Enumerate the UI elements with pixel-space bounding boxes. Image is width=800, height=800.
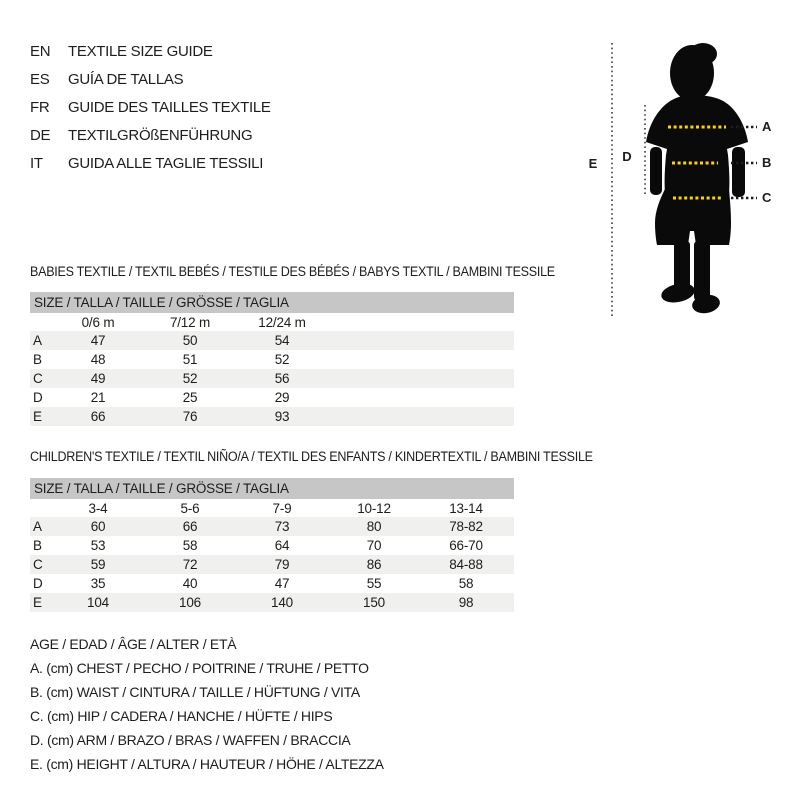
table-row xyxy=(30,350,514,369)
size-header-label: SIZE / TALLA / TAILLE / GRÖSSE / TAGLIA xyxy=(30,292,514,313)
silhouette-left-shoe xyxy=(660,281,697,306)
table-row xyxy=(30,574,514,593)
table-cell: 76 xyxy=(182,409,198,424)
table-cell: 140 xyxy=(271,595,293,610)
language-row-fr xyxy=(30,94,271,122)
row-label: A xyxy=(33,519,42,534)
column-header: 10-12 xyxy=(357,500,391,516)
empty-cell xyxy=(512,499,514,517)
language-row-de xyxy=(30,122,271,150)
table-cell: 84-88 xyxy=(449,557,483,572)
table-cell: 52 xyxy=(182,371,198,386)
table-cell: 25 xyxy=(182,390,198,405)
table-cell: 150 xyxy=(363,595,385,610)
language-code: DE xyxy=(30,127,51,144)
legend-hip-line: C. (cm) HIP / CADERA / HANCHE / HÜFTE / HIPS xyxy=(30,708,333,724)
table-cell: 49 xyxy=(90,371,106,386)
table-cell: 58 xyxy=(458,576,474,591)
children-section xyxy=(30,449,635,612)
table-row xyxy=(30,593,514,612)
table-cell: 106 xyxy=(179,595,201,610)
table-cell: 40 xyxy=(182,576,198,591)
language-code: IT xyxy=(30,155,43,172)
row-label: B xyxy=(33,538,42,553)
table-cell: 72 xyxy=(182,557,198,572)
column-header: 13-14 xyxy=(449,500,483,516)
table-cell: 50 xyxy=(182,333,198,348)
table-cell: 66-70 xyxy=(449,538,483,553)
language-title: TEXTILE SIZE GUIDE xyxy=(68,43,213,60)
table-cell: 66 xyxy=(182,519,198,534)
table-cell: 64 xyxy=(274,538,290,553)
table-cell: 53 xyxy=(90,538,106,553)
column-header: 5-6 xyxy=(180,500,200,516)
silhouette-hair xyxy=(689,43,717,65)
silhouette-right-arm xyxy=(732,147,745,197)
legend-arm-line: D. (cm) ARM / BRAZO / BRAS / WAFFEN / BRACCIA xyxy=(30,732,351,748)
babies-section xyxy=(30,264,594,426)
table-cell: 80 xyxy=(366,519,382,534)
legend-waist-line: B. (cm) WAIST / CINTURA / TAILLE / HÜFTUNG / VITA xyxy=(30,684,360,700)
child-measurement-figure xyxy=(580,35,790,325)
table-cell: 78-82 xyxy=(449,519,483,534)
babies-size-header-bar xyxy=(30,292,514,313)
children-size-header-bar xyxy=(30,478,514,499)
language-row-es xyxy=(30,66,271,94)
children-size-table xyxy=(30,478,514,612)
babies-section-heading: BABIES TEXTILE / TEXTIL BEBÉS / TESTILE DES BÉBÉS / BABYS TEXTIL / BAMBINI TESSILE xyxy=(30,264,555,279)
table-cell: 79 xyxy=(274,557,290,572)
table-row xyxy=(30,369,514,388)
empty-cell xyxy=(30,313,52,331)
table-cell: 104 xyxy=(87,595,109,610)
table-cell: 55 xyxy=(366,576,382,591)
table-cell: 48 xyxy=(90,352,106,367)
row-label: A xyxy=(33,333,42,348)
empty-cell xyxy=(512,593,514,612)
babies-size-table xyxy=(30,292,514,426)
table-cell: 54 xyxy=(274,333,290,348)
column-header: 0/6 m xyxy=(81,314,115,330)
silhouette-left-arm xyxy=(650,147,662,195)
empty-cell xyxy=(512,517,514,536)
empty-cell xyxy=(512,536,514,555)
table-cell: 66 xyxy=(90,409,106,424)
table-cell: 56 xyxy=(274,371,290,386)
table-row xyxy=(30,555,514,574)
row-label: D xyxy=(33,390,43,405)
row-label: E xyxy=(33,595,42,610)
empty-cell xyxy=(328,313,514,331)
legend-age-line: AGE / EDAD / ÂGE / ALTER / ETÀ xyxy=(30,636,237,652)
table-cell: 52 xyxy=(274,352,290,367)
table-cell: 51 xyxy=(182,352,198,367)
table-cell: 73 xyxy=(274,519,290,534)
table-row xyxy=(30,407,514,426)
language-title: GUIDE DES TAILLES TEXTILE xyxy=(68,99,271,116)
language-row-it xyxy=(30,150,271,178)
table-cell: 47 xyxy=(274,576,290,591)
column-header: 7-9 xyxy=(272,500,292,516)
empty-cell xyxy=(512,574,514,593)
language-title: TEXTILGRÖßENFÜHRUNG xyxy=(68,127,253,144)
measure-label-B: B xyxy=(762,155,772,170)
row-label: C xyxy=(33,371,43,386)
language-code: EN xyxy=(30,43,51,60)
babies-column-headers xyxy=(30,313,514,331)
table-cell: 21 xyxy=(90,390,106,405)
table-cell: 98 xyxy=(458,595,474,610)
table-cell: 59 xyxy=(90,557,106,572)
column-header: 3-4 xyxy=(88,500,108,516)
table-row xyxy=(30,388,514,407)
table-cell: 58 xyxy=(182,538,198,553)
language-title: GUÍA DE TALLAS xyxy=(68,71,184,88)
silhouette-right-leg xyxy=(694,241,710,301)
row-label: E xyxy=(33,409,42,424)
empty-cell xyxy=(328,388,514,407)
table-row xyxy=(30,536,514,555)
language-code: ES xyxy=(30,71,50,88)
child-silhouette xyxy=(646,43,748,315)
measure-label-D: D xyxy=(622,149,632,164)
language-list xyxy=(30,38,271,178)
row-label: D xyxy=(33,576,43,591)
measure-label-E: E xyxy=(588,156,598,171)
table-cell: 35 xyxy=(90,576,106,591)
language-title: GUIDA ALLE TAGLIE TESSILI xyxy=(68,155,264,172)
empty-cell xyxy=(30,499,52,517)
measure-label-C: C xyxy=(762,190,772,205)
language-code: FR xyxy=(30,99,50,116)
size-header-label: SIZE / TALLA / TAILLE / GRÖSSE / TAGLIA xyxy=(30,478,514,499)
empty-cell xyxy=(512,555,514,574)
table-row xyxy=(30,517,514,536)
table-cell: 86 xyxy=(366,557,382,572)
column-header: 7/12 m xyxy=(169,314,211,330)
children-column-headers xyxy=(30,499,514,517)
table-cell: 93 xyxy=(274,409,290,424)
legend-height-line: E. (cm) HEIGHT / ALTURA / HAUTEUR / HÖHE / ALTEZZA xyxy=(30,756,384,772)
language-row-en xyxy=(30,38,271,66)
table-cell: 47 xyxy=(90,333,106,348)
table-cell: 70 xyxy=(366,538,382,553)
table-cell: 29 xyxy=(274,390,290,405)
empty-cell xyxy=(328,331,514,350)
row-label: C xyxy=(33,557,43,572)
measurement-legend xyxy=(30,632,384,776)
row-label: B xyxy=(33,352,42,367)
table-cell: 60 xyxy=(90,519,106,534)
column-header: 12/24 m xyxy=(258,314,306,330)
table-row xyxy=(30,331,514,350)
children-section-heading: CHILDREN'S TEXTILE / TEXTIL NIÑO/A / TEXTIL DES ENFANTS / KINDERTEXTIL / BAMBINI TESSILE xyxy=(30,449,593,464)
empty-cell xyxy=(328,369,514,388)
measure-label-A: A xyxy=(762,119,772,134)
legend-chest-line: A. (cm) CHEST / PECHO / POITRINE / TRUHE / PETTO xyxy=(30,660,369,676)
empty-cell xyxy=(328,350,514,369)
empty-cell xyxy=(328,407,514,426)
